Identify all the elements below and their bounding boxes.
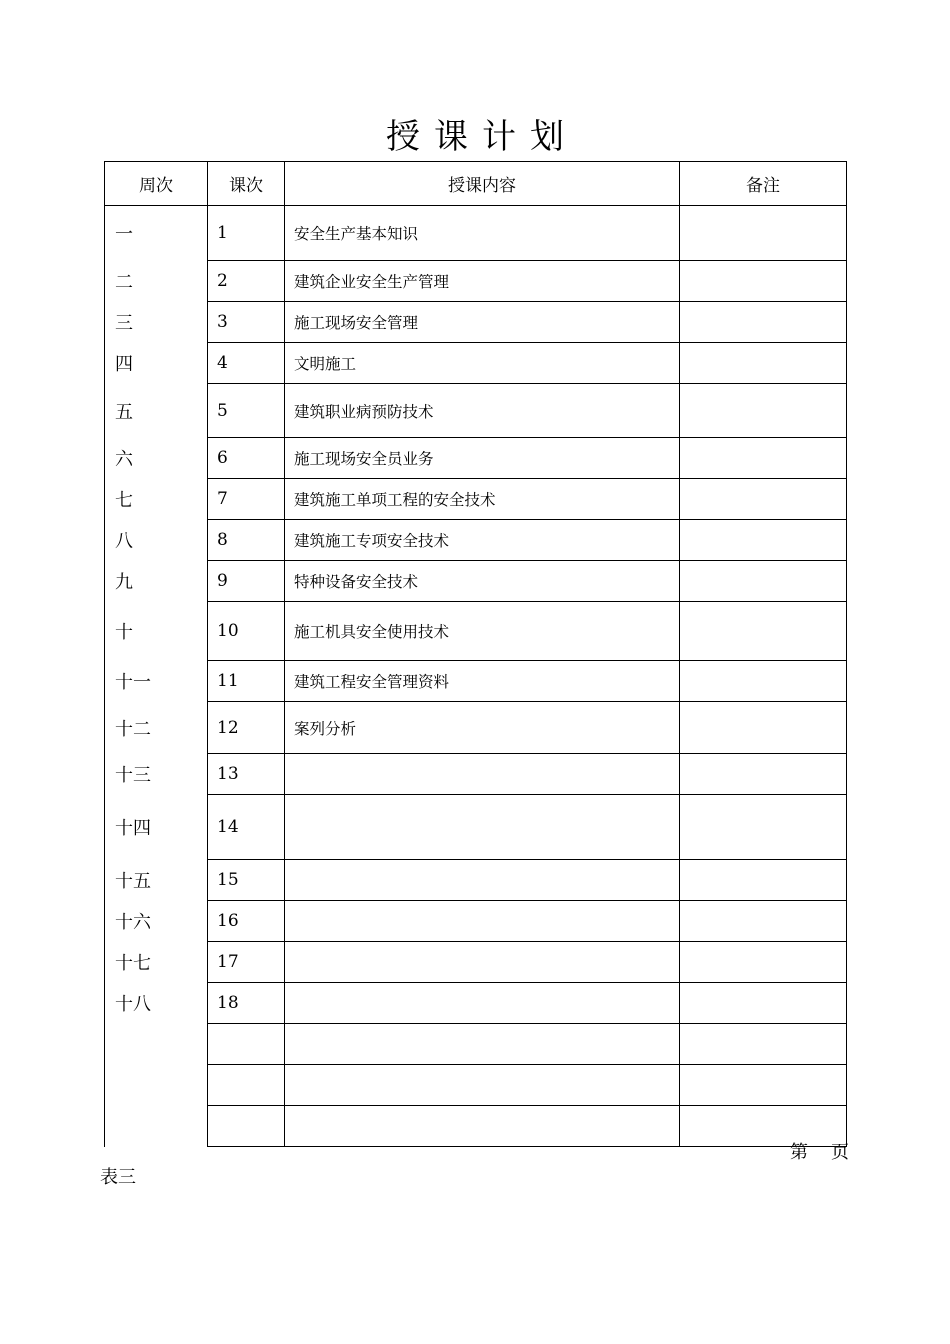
content-cell [285,860,680,901]
table-row [105,343,847,384]
table-header-row [105,162,847,206]
table-row [105,302,847,343]
remark-cell [680,479,847,520]
lesson-cell: 4 [208,343,285,384]
remark-cell [680,983,847,1024]
week-cell: 十八 [105,983,208,1024]
table-row [105,1106,847,1147]
remark-cell [680,1106,847,1147]
lesson-cell: 3 [208,302,285,343]
table-row [105,261,847,302]
header-content: 授课内容 [285,162,680,206]
remark-cell [680,206,847,261]
week-cell: 十 [105,602,208,661]
content-cell [285,983,680,1024]
remark-cell [680,261,847,302]
table-row [105,206,847,261]
content-cell [285,1106,680,1147]
remark-cell [680,602,847,661]
remark-cell [680,860,847,901]
remark-cell [680,384,847,438]
week-cell: 十一 [105,661,208,702]
lesson-cell: 6 [208,438,285,479]
week-cell: 七 [105,479,208,520]
lesson-cell: 18 [208,983,285,1024]
week-cell: 四 [105,343,208,384]
content-cell [285,795,680,860]
remark-cell [680,520,847,561]
page-title: 授课计划 [386,117,578,157]
week-cell: 六 [105,438,208,479]
week-cell: 八 [105,520,208,561]
content-cell: 建筑企业安全生产管理 [285,261,680,302]
table-row [105,661,847,702]
table-row [105,983,847,1024]
table-row [105,860,847,901]
remark-cell [680,302,847,343]
week-cell: 十七 [105,942,208,983]
lesson-cell: 14 [208,795,285,860]
teaching-plan-table [104,161,847,1147]
content-cell: 施工机具安全使用技术 [285,602,680,661]
table-row [105,438,847,479]
table-row [105,561,847,602]
lesson-cell: 9 [208,561,285,602]
lesson-cell [208,1024,285,1065]
lesson-cell: 2 [208,261,285,302]
content-cell: 案列分析 [285,702,680,754]
content-cell: 施工现场安全管理 [285,302,680,343]
week-cell: 十五 [105,860,208,901]
week-cell [105,1065,208,1106]
content-cell: 安全生产基本知识 [285,206,680,261]
content-cell [285,901,680,942]
content-cell: 建筑施工专项安全技术 [285,520,680,561]
table-row [105,942,847,983]
lesson-cell: 15 [208,860,285,901]
lesson-cell: 10 [208,602,285,661]
content-cell: 建筑施工单项工程的安全技术 [285,479,680,520]
remark-cell [680,942,847,983]
week-cell: 五 [105,384,208,438]
page-suffix: 页 [831,1142,849,1163]
content-cell: 文明施工 [285,343,680,384]
remark-cell [680,561,847,602]
table-row [105,702,847,754]
content-cell [285,942,680,983]
lesson-cell: 1 [208,206,285,261]
header-lesson: 课次 [208,162,285,206]
content-cell: 施工现场安全员业务 [285,438,680,479]
week-cell: 一 [105,206,208,261]
week-cell: 十三 [105,754,208,795]
remark-cell [680,343,847,384]
table-row [105,901,847,942]
remark-cell [680,901,847,942]
week-cell: 十二 [105,702,208,754]
remark-cell [680,795,847,860]
week-cell: 十四 [105,795,208,860]
week-cell: 二 [105,261,208,302]
remark-cell [680,438,847,479]
lesson-cell [208,1106,285,1147]
lesson-cell: 12 [208,702,285,754]
table-row [105,754,847,795]
content-cell: 建筑职业病预防技术 [285,384,680,438]
table-row [105,1065,847,1106]
table-row [105,479,847,520]
table-row [105,1024,847,1065]
week-cell: 九 [105,561,208,602]
lesson-cell: 13 [208,754,285,795]
table-row [105,384,847,438]
remark-cell [680,702,847,754]
table-body [105,206,847,1147]
week-cell: 十六 [105,901,208,942]
remark-cell [680,1024,847,1065]
content-cell [285,1024,680,1065]
form-label: 表三 [100,1167,136,1188]
lesson-cell: 7 [208,479,285,520]
lesson-cell: 17 [208,942,285,983]
content-cell [285,1065,680,1106]
week-cell: 三 [105,302,208,343]
lesson-cell: 5 [208,384,285,438]
remark-cell [680,754,847,795]
header-week: 周次 [105,162,208,206]
lesson-cell [208,1065,285,1106]
table-row [105,795,847,860]
lesson-cell: 11 [208,661,285,702]
week-cell [105,1024,208,1065]
lesson-cell: 8 [208,520,285,561]
content-cell [285,754,680,795]
content-cell: 特种设备安全技术 [285,561,680,602]
page-prefix: 第 [790,1142,808,1163]
remark-cell [680,1065,847,1106]
remark-cell [680,661,847,702]
table-row [105,602,847,661]
week-cell [105,1106,208,1147]
lesson-cell: 16 [208,901,285,942]
header-remark: 备注 [680,162,847,206]
content-cell: 建筑工程安全管理资料 [285,661,680,702]
table-row [105,520,847,561]
